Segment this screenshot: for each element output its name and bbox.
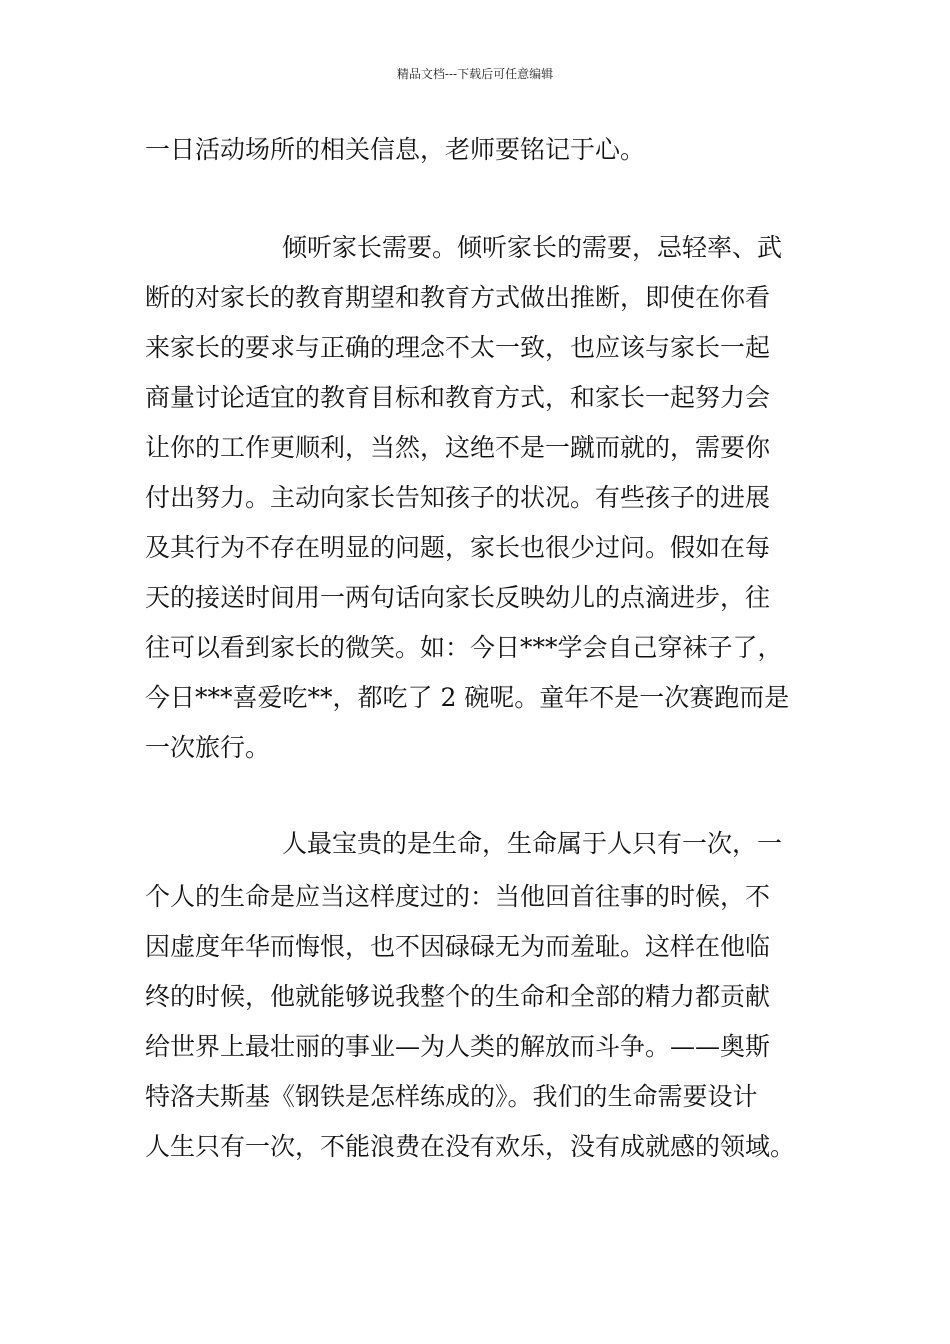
paragraph-2-line-11: 一次旅行。: [145, 733, 271, 762]
paragraph-2-line-2: 断的对家长的教育期望和教育方式做出推断，即使在你看: [145, 283, 771, 312]
page-header: 精品文档---下载后可任意编辑: [396, 67, 554, 81]
paragraph-3-line-1: 人最宝贵的是生命，生命属于人只有一次，一: [282, 829, 783, 858]
paragraph-3-line-7: 人生只有一次，不能浪费在没有欢乐，没有成就感的领域。: [145, 1132, 796, 1161]
paragraph-2-line-1: 倾听家长需要。倾听家长的需要，忌轻率、武: [282, 233, 783, 262]
paragraph-2-line-8: 天的接送时间用一两句话向家长反映幼儿的点滴进步，往: [145, 583, 771, 612]
paragraph-3-line-4: 终的时候，他就能够说我整个的生命和全部的精力都贡献: [145, 982, 771, 1011]
paragraph-3-line-6: 特洛夫斯基《钢铁是怎样练成的》。我们的生命需要设计: [145, 1082, 758, 1111]
paragraph-3-line-3: 因虚度年华而悔恨，也不因碌碌无为而羞耻。这样在他临: [145, 932, 771, 961]
paragraph-2-line-6: 付出努力。主动向家长告知孩子的状况。有些孩子的进展: [145, 483, 771, 512]
paragraph-3-line-2: 个人的生命是应当这样度过的：当他回首往事的时候，不: [145, 882, 771, 911]
paragraph-2-line-5: 让你的工作更顺利，当然，这绝不是一蹴而就的，需要你: [145, 433, 771, 462]
paragraph-2-line-7: 及其行为不存在明显的问题，家长也很少过问。假如在每: [145, 533, 771, 562]
paragraph-2-line-3: 来家长的要求与正确的理念不太一致，也应该与家长一起: [145, 333, 771, 362]
paragraph-2-line-10: 今日***喜爱吃**，都吃了 2 碗呢。童年不是一次赛跑而是: [145, 683, 790, 712]
paragraph-2-line-9: 往可以看到家长的微笑。如：今日***学会自己穿袜子了，: [145, 633, 783, 662]
paragraph-2-line-4: 商量讨论适宜的教育目标和教育方式，和家长一起努力会: [145, 383, 771, 412]
paragraph-1-line-1: 一日活动场所的相关信息，老师要铭记于心。: [145, 135, 646, 164]
paragraph-3-line-5: 给世界上最壮丽的事业—为人类的解放而斗争。——奥斯: [145, 1032, 771, 1061]
